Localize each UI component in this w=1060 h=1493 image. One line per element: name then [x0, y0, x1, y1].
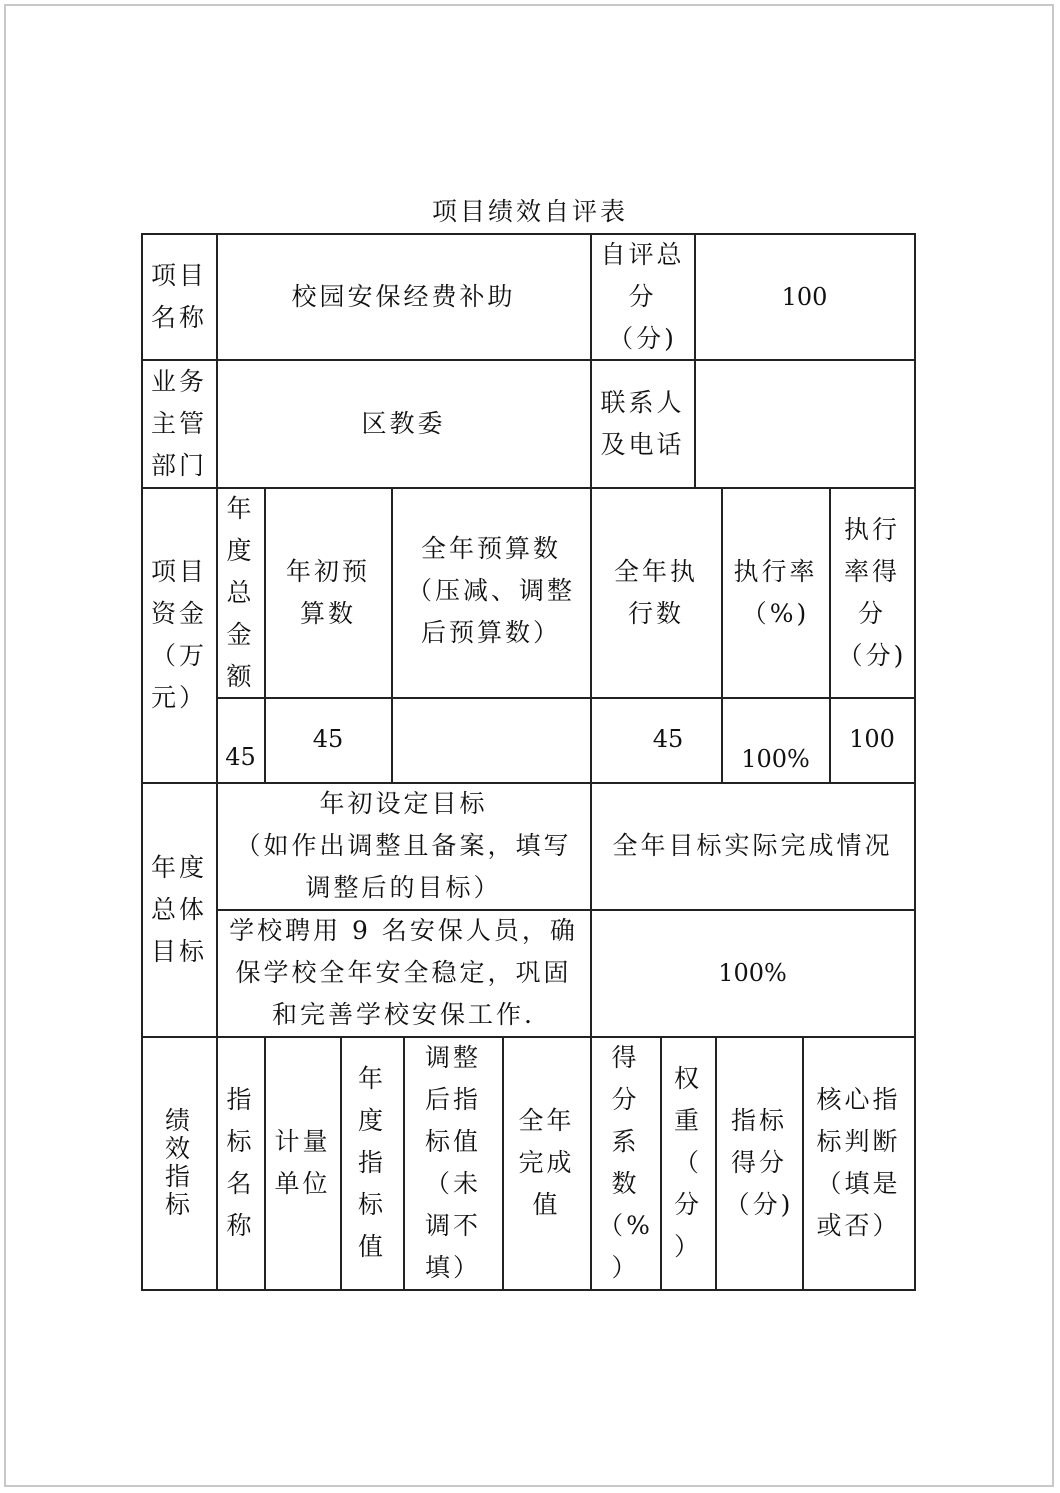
document-title: 项目绩效自评表 — [431, 197, 628, 226]
goals-label: 年度 总体 目标 — [150, 852, 207, 966]
department-value: 区教委 — [361, 408, 446, 438]
funds-annual-budget-header: 全年预算数 （压减、调整 后预算数） — [406, 534, 575, 647]
funds-rate-score-value: 100 — [849, 725, 895, 753]
project-name-label: 项目 名称 — [150, 260, 207, 332]
goals-actual-header: 全年目标实际完成情况 — [612, 831, 893, 860]
indicator-coefficient-header: 得 分 系 数 （% ） — [598, 1043, 653, 1282]
funds-label: 项目 资金（万 元） — [150, 557, 207, 712]
funds-annual-budget-value — [392, 698, 590, 782]
indicator-core-header: 核心指 标判断 （填是 或否） — [816, 1085, 901, 1240]
contact-value — [695, 360, 914, 487]
funds-initial-budget-value: 45 — [312, 725, 344, 753]
funds-total-header: 年 度 总 金 额 — [226, 493, 255, 691]
goals-set-header: 年初设定目标 （如作出调整且备案，填写 调整后的目标） — [235, 789, 572, 902]
indicator-completed-value-header: 全年 完成 值 — [518, 1106, 575, 1219]
funds-executed-value: 45 — [652, 725, 684, 753]
funds-rate-score-header: 执行 率得 分 （分) — [837, 514, 907, 670]
indicator-score-header: 指标 得分 （分) — [724, 1106, 794, 1219]
project-name-value: 校园安保经费补助 — [291, 281, 516, 311]
goals-actual-value: 100% — [718, 959, 787, 987]
goals-set-value: 学校聘用 9 名安保人员，确 保学校全年安全稳定，巩固 和完善学校安保工作. — [229, 916, 578, 1029]
funds-total-value: 45 — [225, 743, 256, 771]
indicator-unit-header: 计量 单位 — [274, 1127, 331, 1198]
self-score-label: 自评总 分 （分) — [600, 239, 685, 353]
contact-label: 联系人 及电话 — [600, 387, 685, 459]
indicator-name-header: 指 标 名 称 — [226, 1085, 255, 1240]
indicator-weight-header: 权 重 （ 分 ） — [673, 1064, 702, 1261]
indicators-label: 绩 效 指 标 — [164, 1106, 193, 1219]
indicator-annual-value-header: 年 度 指 标 值 — [357, 1064, 386, 1261]
department-label: 业务 主管 部门 — [150, 366, 207, 480]
funds-initial-budget-header: 年初预 算数 — [285, 556, 370, 628]
funds-rate-header: 执行率 （%) — [733, 556, 818, 628]
indicator-adjusted-value-header: 调整 后指 标值 （未 调不 填） — [424, 1043, 481, 1282]
funds-executed-header: 全年执 行数 — [613, 556, 698, 628]
funds-rate-value: 100% — [741, 745, 810, 773]
self-score-value: 100 — [781, 282, 828, 311]
